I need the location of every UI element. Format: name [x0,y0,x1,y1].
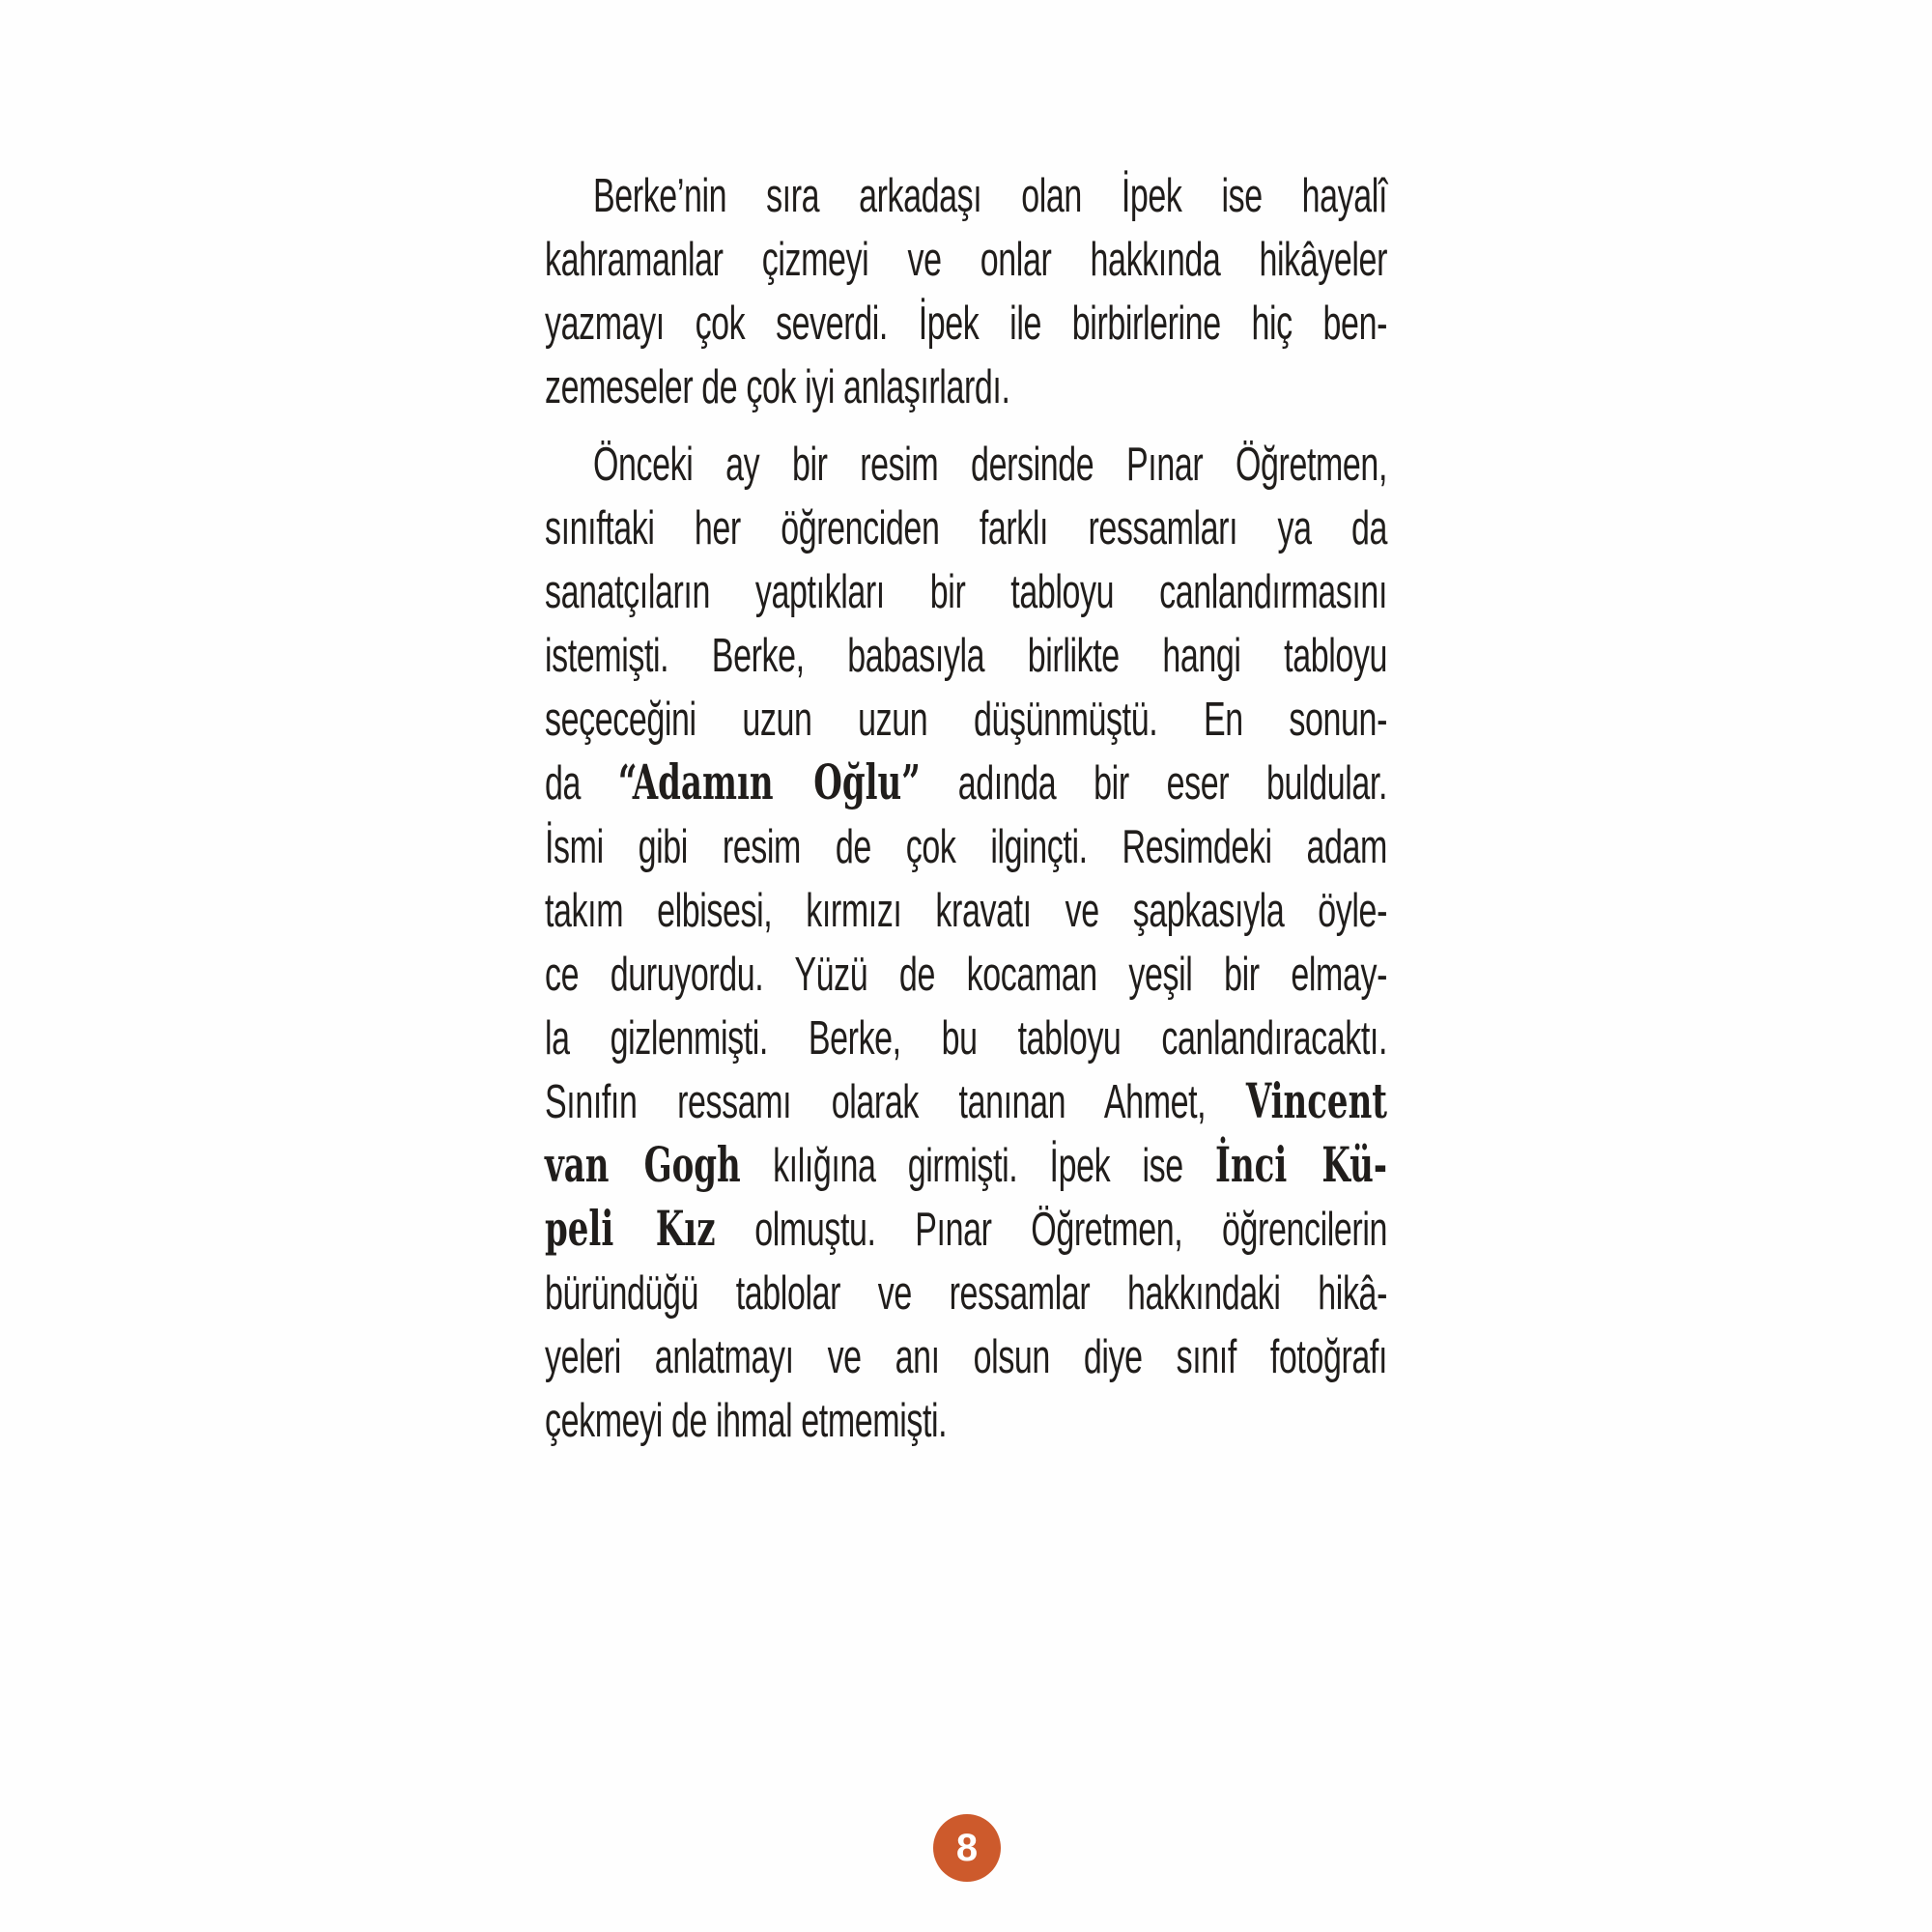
text-segment: büründüğü tablolar ve ressamlar hakkındaki hikâ- [545,1266,1387,1321]
bold-artwork-title-segment: peli Kız [545,1202,716,1258]
text-segment: da [545,756,618,810]
text-column [545,164,1387,1453]
text-segment: Berke’nin sıra arkadaşı olan İpek ise hayalî [593,169,1387,223]
bold-artist-name-segment: van Gogh [545,1138,741,1194]
page-number-badge [933,1814,1001,1882]
text-segment: ce duruyordu. Yüzü de kocaman yeşil bir elmay- [545,948,1387,1002]
bold-artwork-title-segment: “Adamın Oğlu” [617,755,921,811]
paragraph-2 [545,433,1387,1453]
text-segment: takım elbisesi, kırmızı kravatı ve şapkasıyla öyle- [545,884,1387,938]
text-segment: İsmi gibi resim de çok ilginçti. Resimdeki adam [545,820,1387,874]
text-segment: istemişti. Berke, babasıyla birlikte hangi tabloyu [545,629,1387,683]
bold-artist-name-segment: Vincent [1245,1074,1387,1130]
text-segment: adında bir eser buldular. [920,756,1387,810]
paragraph-1 [545,164,1387,419]
text-segment: la gizlenmişti. Berke, bu tabloyu canlandıracaktı. [545,1011,1387,1065]
text-segment: çekmeyi de ihmal etmemişti. [545,1394,948,1448]
text-segment: zemeseler de çok iyi anlaşırlardı. [545,360,1010,414]
page-number: 8 [955,1827,979,1869]
text-segment: sınıftaki her öğrenciden farklı ressamları ya da [545,501,1387,555]
text-segment: Sınıfın ressamı olarak tanınan Ahmet, [545,1075,1246,1129]
text-segment: yazmayı çok severdi. İpek ile birbirlerine hiç ben- [545,297,1387,351]
text-segment: sanatçıların yaptıkları bir tabloyu canlandırmasını [545,565,1387,619]
text-segment: kılığına girmişti. İpek ise [740,1139,1216,1193]
bold-artwork-title-segment: İnci Kü- [1215,1138,1387,1194]
text-segment: Önceki ay bir resim dersinde Pınar Öğretmen, [593,438,1387,492]
text-segment: seçeceğini uzun uzun düşünmüştü. En sonun- [545,693,1387,747]
text-line [545,1375,1387,1467]
text-segment: kahramanlar çizmeyi ve onlar hakkında hikâyeler [545,233,1387,287]
text-segment: yeleri anlatmayı ve anı olsun diye sınıf fotoğrafı [545,1330,1387,1384]
text-segment: olmuştu. Pınar Öğretmen, öğrencilerin [715,1203,1387,1257]
